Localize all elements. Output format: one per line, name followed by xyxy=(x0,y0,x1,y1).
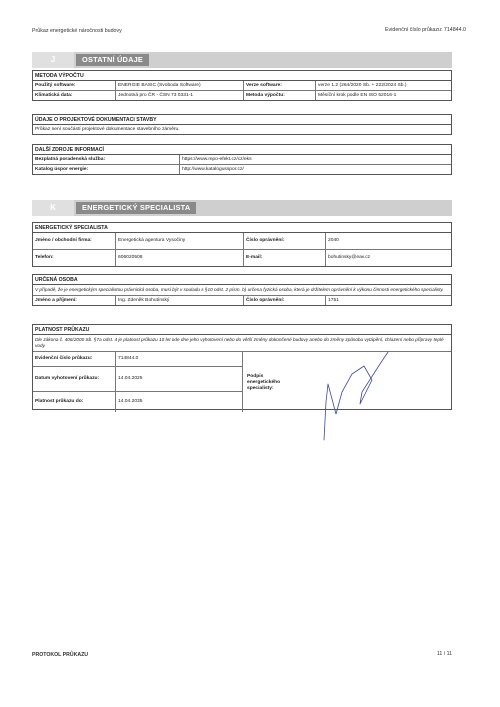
table-row xyxy=(33,155,451,165)
table-row xyxy=(33,125,451,134)
osoba-block xyxy=(32,274,452,306)
osoba-head: URČENÁ OSOBA xyxy=(33,275,451,285)
software-value: ENERGIE BASIC (Svoboda Software) xyxy=(115,81,243,90)
method-value: Měsíční krok podle EN ISO 52016-1 xyxy=(315,91,451,100)
specialist-perm-label: Číslo oprávnění: xyxy=(243,233,325,249)
table-row xyxy=(33,250,451,266)
projekt-text: Průkaz není součástí projektové dokumentace stavebního záměru. xyxy=(35,127,180,132)
table-row xyxy=(33,81,451,91)
specialist-name-label: Jméno / obchodní firma: xyxy=(35,238,92,243)
platnost-note: Dle zákona č. 406/2000 Sb. §7a odst. 4 je platnost průkazu 10 let ode dne jeho vyhotovení nebo do větší změny dokončené budovy anebo do změny způsobu vytápění, chlazení nebo přípravy teplé vody. xyxy=(33,335,451,352)
date-value: 14.04.2025 xyxy=(115,367,242,391)
footer-title: PROTOKOL PRŮKAZU xyxy=(32,652,89,658)
metoda-block xyxy=(32,70,452,101)
person-name-label: Jméno a příjmení: xyxy=(35,298,77,303)
person-perm-value: 1751 xyxy=(325,296,451,305)
platnost-fields xyxy=(33,352,243,412)
platnost-head: PLATNOST PRŮKAZU xyxy=(33,325,451,335)
signature-scribble xyxy=(318,344,398,444)
climate-value: Jednotná pro ČR - ČSN 73 0331-1 xyxy=(115,91,243,100)
document-header-title: Průkaz energetické náročnosti budovy xyxy=(32,28,122,34)
page-number: 11 / 11 xyxy=(436,651,452,657)
phone-value: 606020508 xyxy=(115,250,243,266)
catalog-link[interactable]: http://www.katalogusspor.cz/ xyxy=(179,165,451,174)
version-value: verze 1.2 (264/2020 Sb. + 222/2024 Sb.) xyxy=(315,81,451,90)
table-row xyxy=(33,352,242,367)
table-row xyxy=(33,367,242,392)
metoda-head: METODA VÝPOČTU xyxy=(33,71,451,81)
email-value[interactable]: bohutinsky@eav.cz xyxy=(325,250,451,266)
specialista-block xyxy=(32,222,452,267)
specialista-head: ENERGETICKÝ SPECIALISTA xyxy=(33,223,451,233)
evid-value: 714844.0 xyxy=(115,352,242,366)
evid-label: Evidenční číslo průkazu: xyxy=(35,356,93,361)
service-label: Bezplatná poradenská služba: xyxy=(35,157,106,162)
software-label: Použitý software: xyxy=(35,83,76,88)
projekt-block xyxy=(32,114,452,135)
specialist-name-value: Energetická agentura Vysočiny xyxy=(115,233,243,249)
signature-label: Podpis energetického specialisty: xyxy=(247,374,281,391)
catalog-label: Katalog úspor energie: xyxy=(35,167,89,172)
section-k-letter: K xyxy=(32,200,74,216)
specialist-perm-value: 2040 xyxy=(325,233,451,249)
section-j-title: OSTATNÍ ÚDAJE xyxy=(76,54,149,66)
section-k-band xyxy=(32,200,452,216)
method-label: Metoda výpočtu: xyxy=(243,91,315,100)
table-row xyxy=(33,296,451,305)
document-header-id: Evidenční číslo průkazu: 714844.0 xyxy=(385,27,466,33)
valid-value: 14.04.2035 xyxy=(115,392,242,412)
service-link[interactable]: https://www.mpo-efekt.cz/cz/eks xyxy=(179,155,451,164)
table-row xyxy=(33,91,451,100)
table-row xyxy=(33,392,242,412)
zdroje-block xyxy=(32,144,452,175)
table-row xyxy=(33,165,451,174)
projekt-head: ÚDAJE O PROJEKTOVÉ DOKUMENTACI STAVBY xyxy=(33,115,451,125)
table-row xyxy=(33,233,451,250)
section-j-band xyxy=(32,52,452,68)
person-perm-label: Číslo oprávnění: xyxy=(243,296,325,305)
version-label: Verze software: xyxy=(243,81,315,90)
date-label: Datum vyhotovení průkazu: xyxy=(35,376,100,381)
zdroje-head: DALŠÍ ZDROJE INFORMACÍ xyxy=(33,145,451,155)
email-label: E-mail: xyxy=(243,250,325,266)
person-name-value: Ing. Zdeněk Bohutínský xyxy=(115,296,243,305)
section-j-letter: J xyxy=(32,52,74,68)
valid-label: Platnost průkazu do: xyxy=(35,399,84,404)
section-k-title: ENERGETICKÝ SPECIALISTA xyxy=(76,202,196,214)
phone-label: Telefon: xyxy=(35,255,54,260)
osoba-note: V případě, že je energetickým specialistou právnická osoba, musí být v souladu s §10 odst. 2 písm. b) určena fyzická osoba, která je držitelem oprávnění k výkonu činnosti energetického specialisty. xyxy=(33,285,451,296)
climate-label: Klimatická data: xyxy=(35,93,73,98)
